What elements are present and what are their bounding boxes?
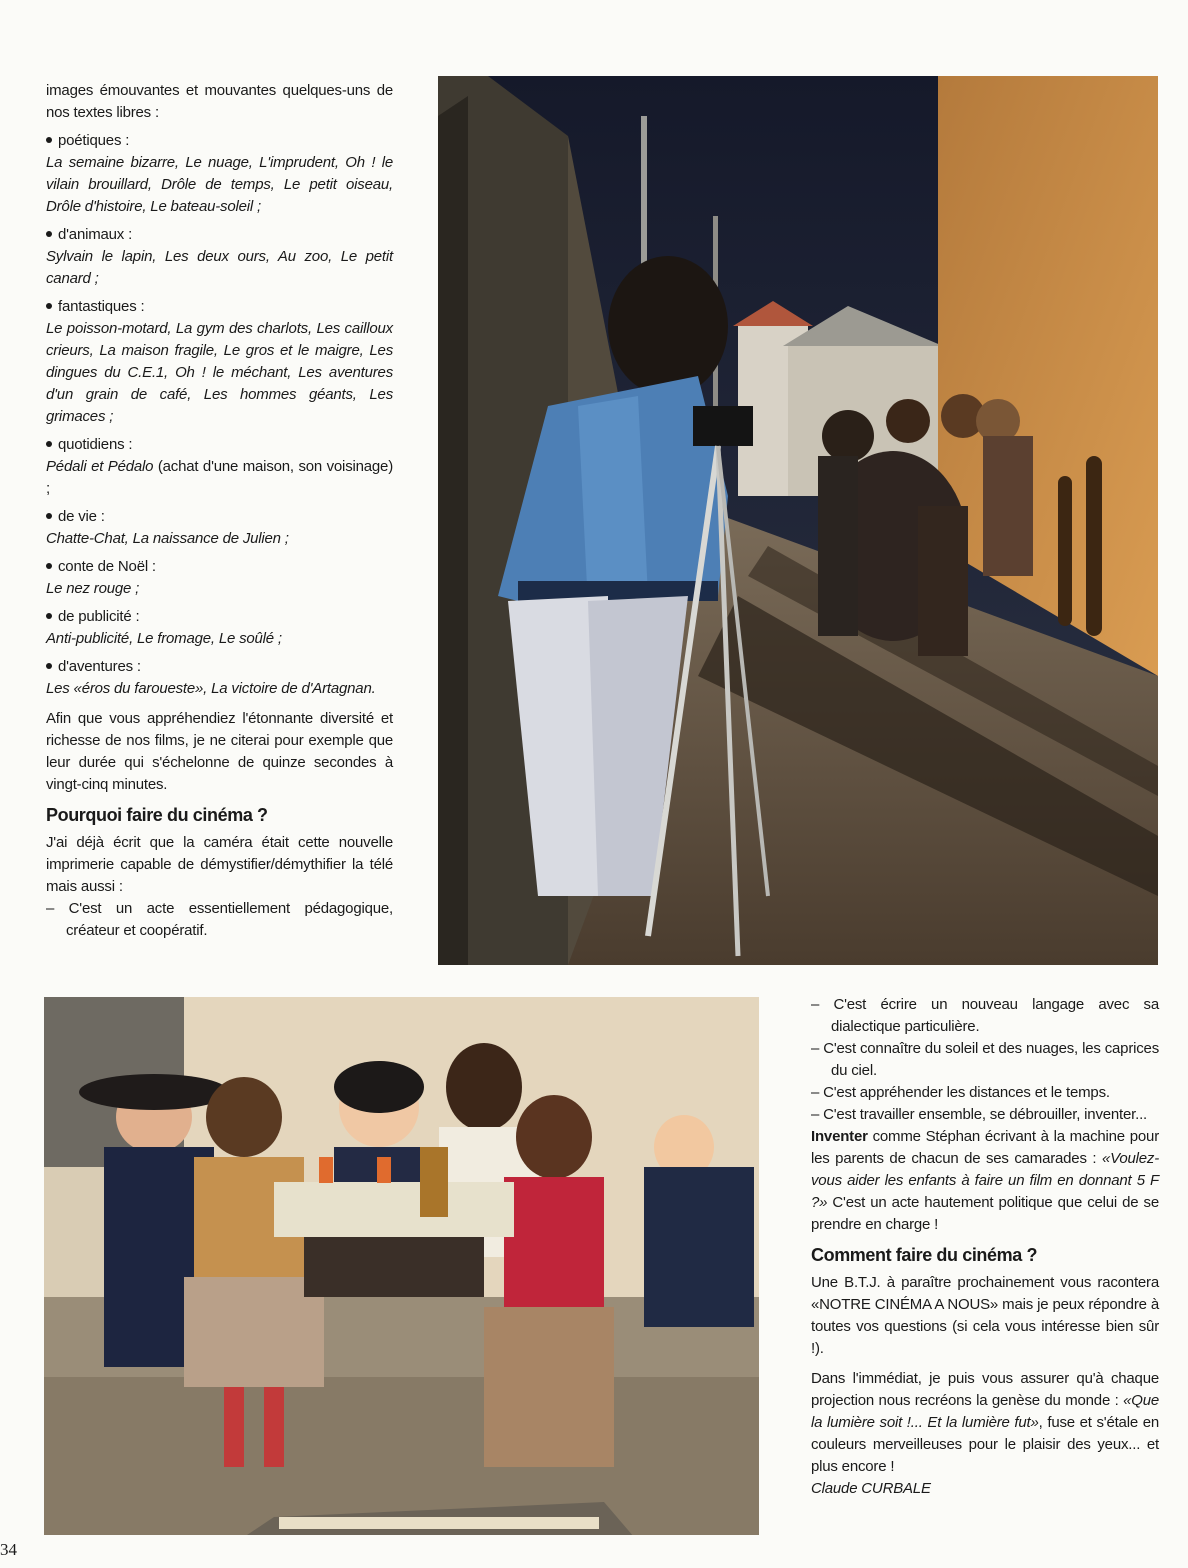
bullet-icon	[46, 231, 52, 237]
dash-item: – C'est travailler ensemble, se débrouiller, inventer...	[811, 1106, 1148, 1123]
diversity-paragraph: Afin que vous appréhendiez l'étonnante diversité et richesse de nos films, je ne citerai pour exemple que leur durée qui s'échelonne de quinze secondes à vingt-cinq minutes.	[46, 710, 393, 793]
bullet-icon	[46, 441, 52, 447]
category-label: fantastiques :	[46, 296, 393, 318]
category-titles: Sylvain le lapin, Les deux ours, Au zoo, Le petit canard ;	[46, 248, 393, 287]
author-signature: Claude CURBALE	[811, 1480, 931, 1497]
category-advertising	[46, 606, 393, 650]
why-paragraph: J'ai déjà écrit que la caméra était cette nouvelle imprimerie capable de démystifier/démythifier la télé mais aussi :	[46, 834, 393, 895]
photo-filming-illustration	[438, 76, 1158, 965]
category-titles: Les «éros du faroueste», La victoire de d'Artagnan.	[46, 680, 376, 697]
photo-children-illustration	[44, 997, 759, 1535]
photo-children-table	[44, 997, 759, 1535]
category-animals	[46, 224, 393, 290]
btj-paragraph: Une B.T.J. à paraître prochainement vous racontera «NOTRE CINÉMA A NOUS» mais je peux répondre à toutes vos questions (si cela vous intéresse bien sûr !).	[811, 1274, 1159, 1357]
category-titles: Pédali et Pédalo (achat d'une maison, son voisinage) ;	[46, 458, 393, 497]
bullet-icon	[46, 663, 52, 669]
category-label: de vie :	[46, 506, 393, 528]
bullet-icon	[46, 303, 52, 309]
category-titles: La semaine bizarre, Le nuage, L'imprudent, Oh ! le vilain brouillard, Drôle de temps, Le petit oiseau, Drôle d'histoire, Le bateau-soleil ;	[46, 154, 393, 215]
section-heading-how: Comment faire du cinéma ?	[811, 1245, 1038, 1265]
category-poetic	[46, 130, 393, 218]
dash-item: – C'est écrire un nouveau langage avec sa dialectique particulière.	[811, 996, 1159, 1035]
category-adventure	[46, 656, 393, 700]
left-column	[46, 80, 393, 942]
category-label: d'aventures :	[46, 656, 393, 678]
section-heading-why: Pourquoi faire du cinéma ?	[46, 805, 268, 825]
bullet-icon	[46, 137, 52, 143]
category-label: poétiques :	[46, 130, 393, 152]
category-titles: Le poisson-motard, La gym des charlots, Les cailloux crieurs, La maison fragile, Le gros et le maigre, Les dingues du C.E.1, Oh ! le méchant, Les aventures d'un grain de café, Les hommes géants, Les grimaces ;	[46, 320, 393, 425]
photo-filming	[438, 76, 1158, 965]
bullet-icon	[46, 613, 52, 619]
category-label: de publicité :	[46, 606, 393, 628]
dash-item: – C'est connaître du soleil et des nuages, les caprices du ciel.	[811, 1040, 1159, 1079]
intro-text: images émouvantes et mouvantes quelques-uns de nos textes libres :	[46, 82, 393, 121]
bullet-icon	[46, 563, 52, 569]
dash-item: – C'est appréhender les distances et le temps.	[811, 1084, 1110, 1101]
category-label: conte de Noël :	[46, 556, 393, 578]
category-titles: Anti-publicité, Le fromage, Le soûlé ;	[46, 630, 282, 647]
category-christmas	[46, 556, 393, 600]
category-titles: Le nez rouge ;	[46, 580, 140, 597]
dash-item: – C'est un acte essentiellement pédagogique, créateur et coopératif.	[46, 900, 393, 939]
category-life	[46, 506, 393, 550]
bullet-icon	[46, 513, 52, 519]
category-fantastic	[46, 296, 393, 428]
inventer-paragraph: Inventer comme Stéphan écrivant à la machine pour les parents de chacun de ses camarades : «Voulez-vous aider les enfants à faire un film en donnant 5 F ?» C'est un acte hautement politique que celui de se prendre en charge !	[811, 1128, 1159, 1233]
category-titles: Chatte-Chat, La naissance de Julien ;	[46, 530, 289, 547]
category-label: d'animaux :	[46, 224, 393, 246]
page-number: 34	[0, 1540, 17, 1559]
category-daily	[46, 434, 393, 500]
immediat-paragraph: Dans l'immédiat, je puis vous assurer qu'à chaque projection nous recréons la genèse du monde : «Que la lumière soit !... Et la lumière fut», fuse et s'étale en couleurs merveilleuses pour le plaisir des yeux... et plus encore !	[811, 1370, 1160, 1475]
category-label: quotidiens :	[46, 434, 393, 456]
right-column	[811, 994, 1159, 1500]
